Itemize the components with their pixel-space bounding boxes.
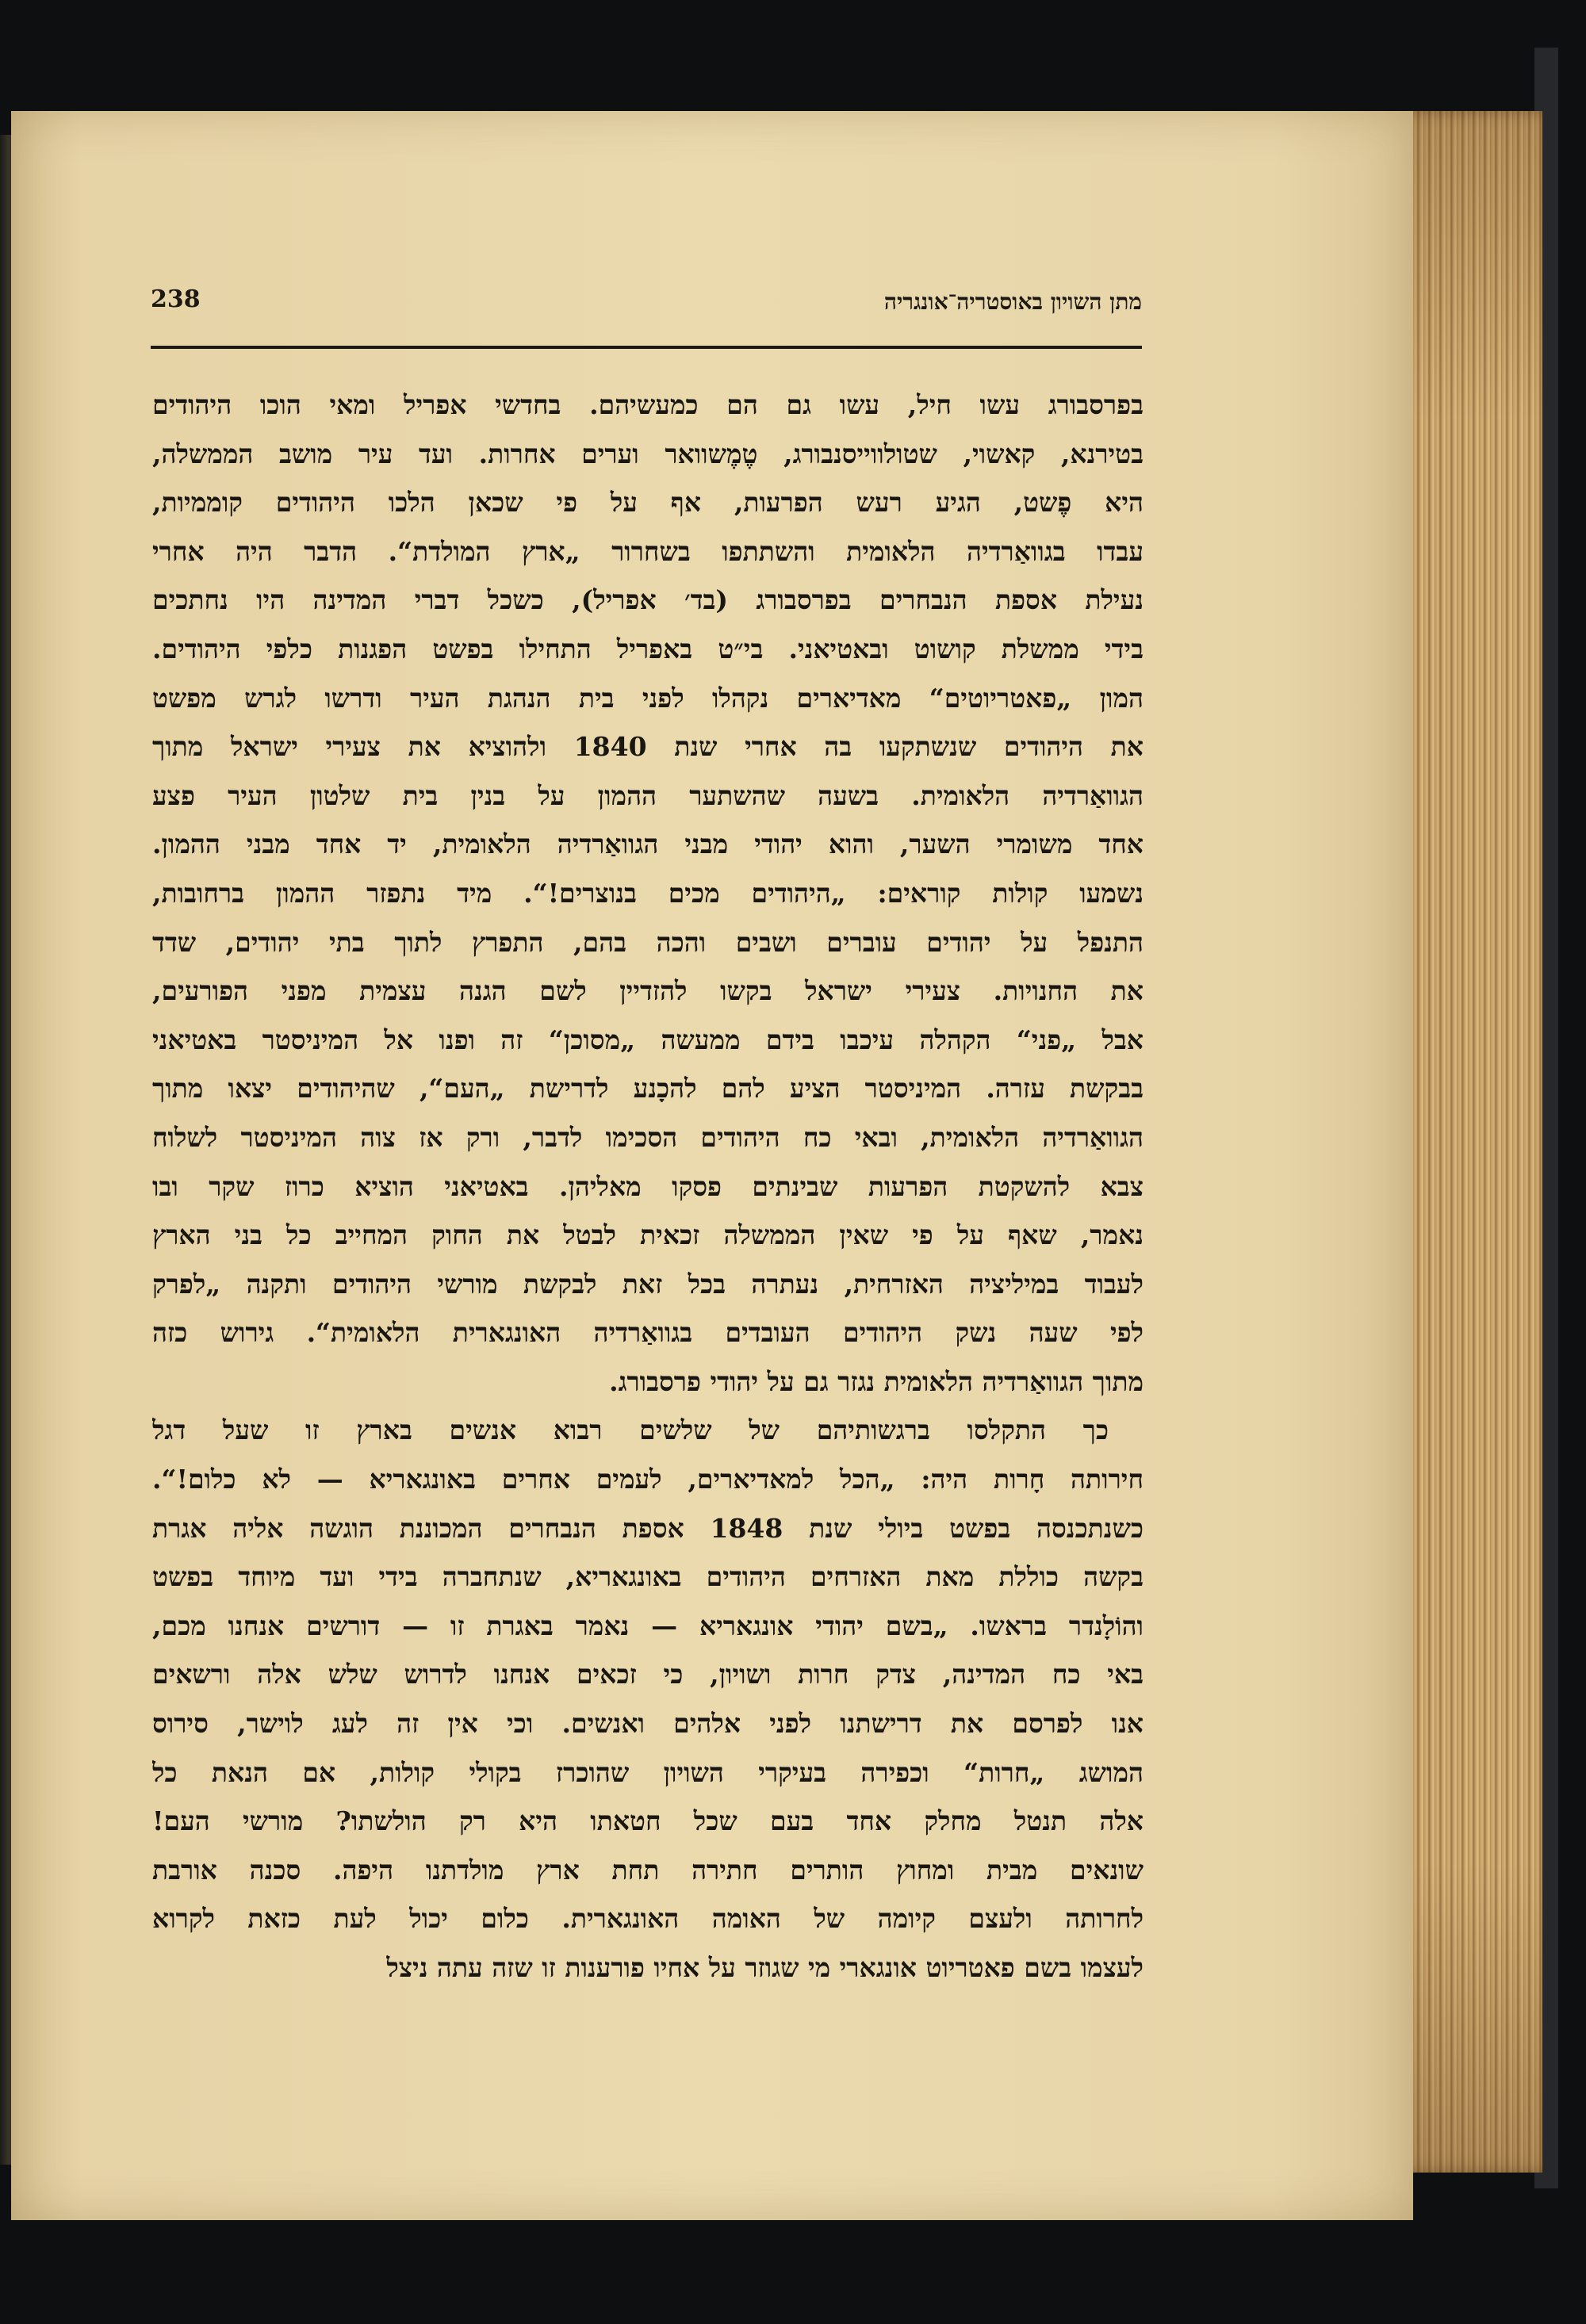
text-line: היא פֶשט, הגיע רעש הפרעות, אף על פי שכאן הלכו היהודים קוממיות, (152, 487, 1144, 519)
page-number: 238 (151, 285, 201, 313)
text-line: אלה תנטל מחלק אחד בעם שכל חטאתו היא רק הולשתו? מורשי העם! (152, 1805, 1144, 1837)
text-line: לפי שעה נשק היהודים העובדים בגוואַרדיה האונגארית הלאומית“. גירוש כזה (152, 1317, 1144, 1349)
text-line: אחד משומרי השער, והוא יהודי מבני הגוואַרדיה הלאומית, יד אחד מבני ההמון. (152, 829, 1144, 860)
text-line: בטירנא, קאשוי, שטולווייסנבורג, טֶמֶשוואר וערים אחרות. ועד עיר מושב הממשלה, (152, 438, 1144, 469)
text-line: לחרותה ולעצם קיומה של האומה האונגארית. כלום יכול לעת כזאת לקרוא (152, 1903, 1144, 1935)
body-text (152, 381, 1144, 1993)
text-line: כך התקלסו ברגשותיהם של שלשים רבוא אנשים בארץ זו שעל דגל (152, 1415, 1109, 1446)
text-line: המון „פאטריוטים“ מאדיארים נקהלו לפני בית הנהגת העיר ודרשו לגרש מפשט (152, 682, 1144, 714)
text-line: המושג „חרות“ וכפירה בעיקרי השויון שהוכרז בקולי קולות, אם הנאת כל (152, 1756, 1144, 1788)
text-line: חירותה חָרות היה: „הכל למאדיארים, לעמים אחרים באונגאריא — לא כלום!“. (152, 1464, 1144, 1495)
text-line: באי כח המדינה, צדק חרות ושויון, כי זכאים אנחנו לדרוש שלש אלה ורשאים (152, 1659, 1144, 1690)
text-line: נאמר, שאף על פי שאין הממשלה זכאית לבטל את החוק המחייב כל בני הארץ (152, 1219, 1144, 1251)
text-line: אבל „פני“ הקהלה עיכבו בידם ממעשה „מסוכן“ זה ופנו אל המיניסטר באטיאני (152, 1024, 1144, 1055)
text-line: לעצמו בשם פאטריוט אונגארי מי שגוזר על אחיו פורענות זו שזה עתה ניצל (386, 1952, 1144, 1983)
text-line: את היהודים שנשתקעו בה אחרי שנת 1840 ולהוציא את צעירי ישראל מתוך (152, 731, 1144, 763)
header-rule (151, 346, 1142, 349)
text-line: בבקשת עזרה. המיניסטר הציע להם להכָנע לדרישת „העם“, שהיהודים יצאו מתוך (152, 1073, 1144, 1105)
text-line: התנפל על יהודים עוברים ושבים והכה בהם, התפרץ לתוך בתי יהודים, שדד (152, 926, 1144, 958)
text-line: מתוך הגוואַרדיה הלאומית נגזר גם על יהודי פרסבורג. (609, 1365, 1144, 1397)
text-line: הגוואַרדיה הלאומית. בשעה שהשתער ההמון על בנין בית שלטון העיר פצע (152, 779, 1144, 811)
text-line: נשמעו קולות קוראים: „היהודים מכים בנוצרים!“. מיד נתפזר ההמון ברחובות, (152, 877, 1144, 909)
text-line: לעבוד במיליציה האזרחית, נעתרה בכל זאת לבקשת מורשי היהודים ותקנה „לפרק (152, 1268, 1144, 1300)
text-line: הגוואַרדיה הלאומית, ובאי כח היהודים הסכימו לדבר, ורק אז צוה המיניסטר לשלוח (152, 1121, 1144, 1153)
text-line: אנו לפרסם את דרישתנו לפני אלהים ואנשים. וכי אין זה לעג לוישר, סירוס (152, 1708, 1144, 1740)
running-title: מתן השויון באוסטריה־אונגריה (883, 289, 1142, 315)
text-line: כשנתכנסה בפשט ביולי שנת 1848 אספת הנבחרים המכוננת הוגשה אליה אגרת (152, 1512, 1144, 1544)
page-header (151, 285, 1142, 333)
text-line: את החנויות. צעירי ישראל בקשו להזדיין לשם הגנה עצמית מפני הפורעים, (152, 975, 1144, 1007)
text-line: נעילת אספת הנבחרים בפרסבורג (בד׳ אפריל), כשכל דברי המדינה היו נחתכים (152, 584, 1144, 616)
text-line: בפרסבורג עשו חיל, עשו גם הם כמעשיהם. בחדשי אפריל ומאי הוכו היהודים (152, 389, 1144, 420)
text-line: שונאים מבית ומחוץ הותרים חתירה תחת ארץ מולדתנו היפה. סכנה אורבת (152, 1854, 1144, 1886)
text-line: בידי ממשלת קושוט ובאטיאני. בי״ט באפריל התחילו בפשט הפגנות כלפי היהודים. (152, 633, 1144, 664)
text-line: והוֹלָנדר בראשו. „בשם יהודי אונגאריא — נאמר באגרת זו — דורשים אנחנו מכם, (152, 1610, 1144, 1641)
text-line: עבדו בגוואַרדיה הלאומית והשתתפו בשחרור „ארץ המולדת“. הדבר היה אחרי (152, 535, 1144, 567)
text-line: צבא להשקטת הפרעות שבינתים פסקו מאליהן. באטיאני הוציא כרוז שקר ובו (152, 1170, 1144, 1202)
text-line: בקשה כוללת מאת האזרחים היהודים באונגאריא, שנתחברה בידי ועד מיוחד בפשט (152, 1561, 1144, 1593)
